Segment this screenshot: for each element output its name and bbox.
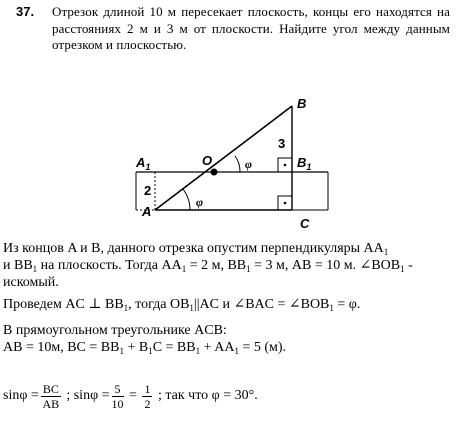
solution-line: и $BB_1$ на плоскость. Тогда $AA_1 = 2$ м, $BB_1 = 3$ м, AB = 10 м. $\angle BOB_1$ -: [3, 258, 413, 274]
solution-line: искомый.: [3, 275, 59, 290]
label-2: 2: [144, 183, 152, 198]
angle-arc-a: [183, 189, 190, 210]
formula-sin-1: sinφ =: [3, 388, 39, 403]
solution-line: Проведем AC ⊥ $BB_1$, тогда $OB_1||AC$ и ∠BAC = $\angle BOB_1 = \varphi$.: [3, 297, 361, 313]
label-phi-bottom: φ: [196, 195, 204, 209]
label-c: C: [300, 216, 310, 231]
problem-statement: [16, 4, 450, 54]
label-b: B: [297, 96, 307, 111]
solution-paragraph-1: [3, 240, 451, 291]
right-angle-c-dot: [284, 202, 287, 205]
final-formula: [3, 378, 453, 414]
solution-paragraph-2: [3, 296, 451, 313]
label-a1: $A_1$: [136, 155, 151, 172]
formula-result: ; так что φ = 30°.: [154, 388, 258, 403]
problem-text: Отрезок длиной 10 м пересекает плоскость, концы его находятся на расстояниях 2 м и 3 м от плоскости. Найдите угол между данным отрезком и плоскостью.: [52, 4, 450, 52]
label-b1: $B_1$: [297, 155, 312, 172]
solution-line: В прямоугольном треугольнике ACB:: [3, 323, 227, 338]
fraction-5-10: $\frac{5}{10}$: [111, 381, 124, 411]
point-o: [211, 169, 218, 176]
geometry-figure: [0, 88, 456, 238]
label-phi-top: φ: [245, 157, 253, 171]
solution-paragraph-3: [3, 322, 451, 356]
label-3: 3: [278, 136, 286, 151]
label-o: O: [202, 153, 213, 168]
angle-arc-o: [235, 156, 240, 172]
formula-sin-2: ; sinφ =: [62, 388, 110, 403]
solution-line: Из концов A и B, данного отрезка опустим перпендикуляры $AA_1$: [3, 241, 389, 257]
problem-number: 37.: [16, 4, 35, 19]
fraction-1-2: $\frac{1}{2}$: [144, 381, 151, 411]
fraction-bc-ab: $\frac{BC}{AB}$: [42, 381, 60, 411]
solution-line: AB = 10м, BC = $BB_1 + B_1C = BB_1 + AA_1 = 5$ (м).: [3, 340, 287, 356]
label-a: A: [142, 204, 152, 219]
right-angle-b1-dot: [284, 164, 287, 167]
segment-ab: [155, 106, 292, 210]
formula-equals: =: [125, 388, 141, 403]
